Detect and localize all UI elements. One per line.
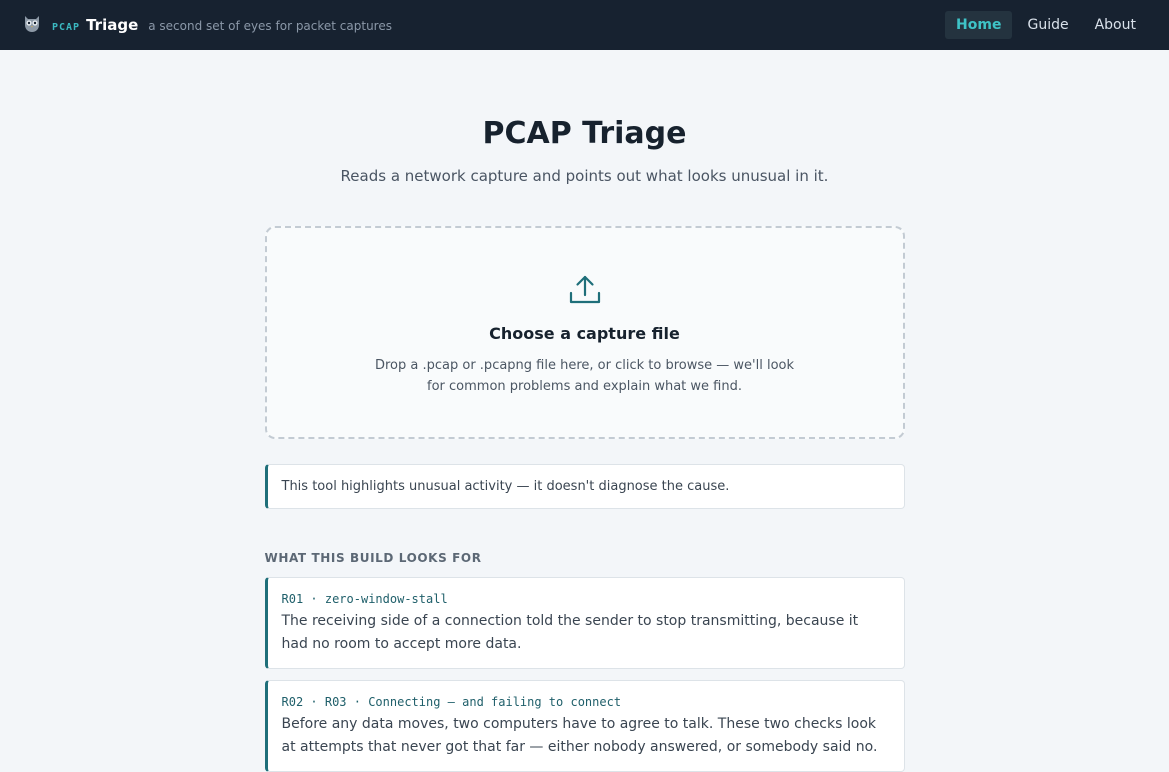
page-subtitle: Reads a network capture and points out what looks unusual in it.: [340, 167, 829, 185]
main-nav: [941, 11, 1147, 39]
nav-home[interactable]: Home: [945, 11, 1012, 39]
nav-guide[interactable]: Guide: [1027, 17, 1069, 33]
brand-prefix: PCAP: [52, 21, 81, 33]
disclaimer-note: This tool highlights unusual activity — it doesn't diagnose the cause.: [265, 464, 905, 509]
check-heading: R02 · R03 · Connecting — and failing to connect: [281, 695, 622, 709]
upload-icon: [568, 274, 602, 306]
dropzone-description: Drop a .pcap or .pcapng file here, or click to browse — we'll look for common problems and explain what we find.: [374, 358, 794, 394]
file-dropzone[interactable]: [265, 226, 905, 439]
brand-tagline: a second set of eyes for packet captures: [148, 19, 392, 33]
check-card: [265, 680, 905, 772]
top-navbar: [0, 0, 1169, 50]
nav-about[interactable]: About: [1094, 17, 1136, 33]
check-heading: R01 · zero-window-stall: [281, 592, 448, 606]
dropzone-title: Choose a capture file: [489, 324, 680, 343]
owl-icon: [22, 13, 42, 33]
brand[interactable]: [22, 15, 392, 35]
checks-section-label: WHAT THIS BUILD LOOKS FOR: [264, 551, 482, 565]
check-card: [265, 577, 905, 669]
main-content: [265, 116, 905, 772]
check-description: Before any data moves, two computers have to agree to talk. These two checks look at attempts that never got that far — either nobody answered, or somebody said no.: [281, 716, 878, 755]
check-description: The receiving side of a connection told the sender to stop transmitting, because it had no room to accept more data.: [281, 613, 859, 652]
brand-name: Triage: [86, 16, 139, 34]
page-title: PCAP Triage: [482, 116, 687, 151]
